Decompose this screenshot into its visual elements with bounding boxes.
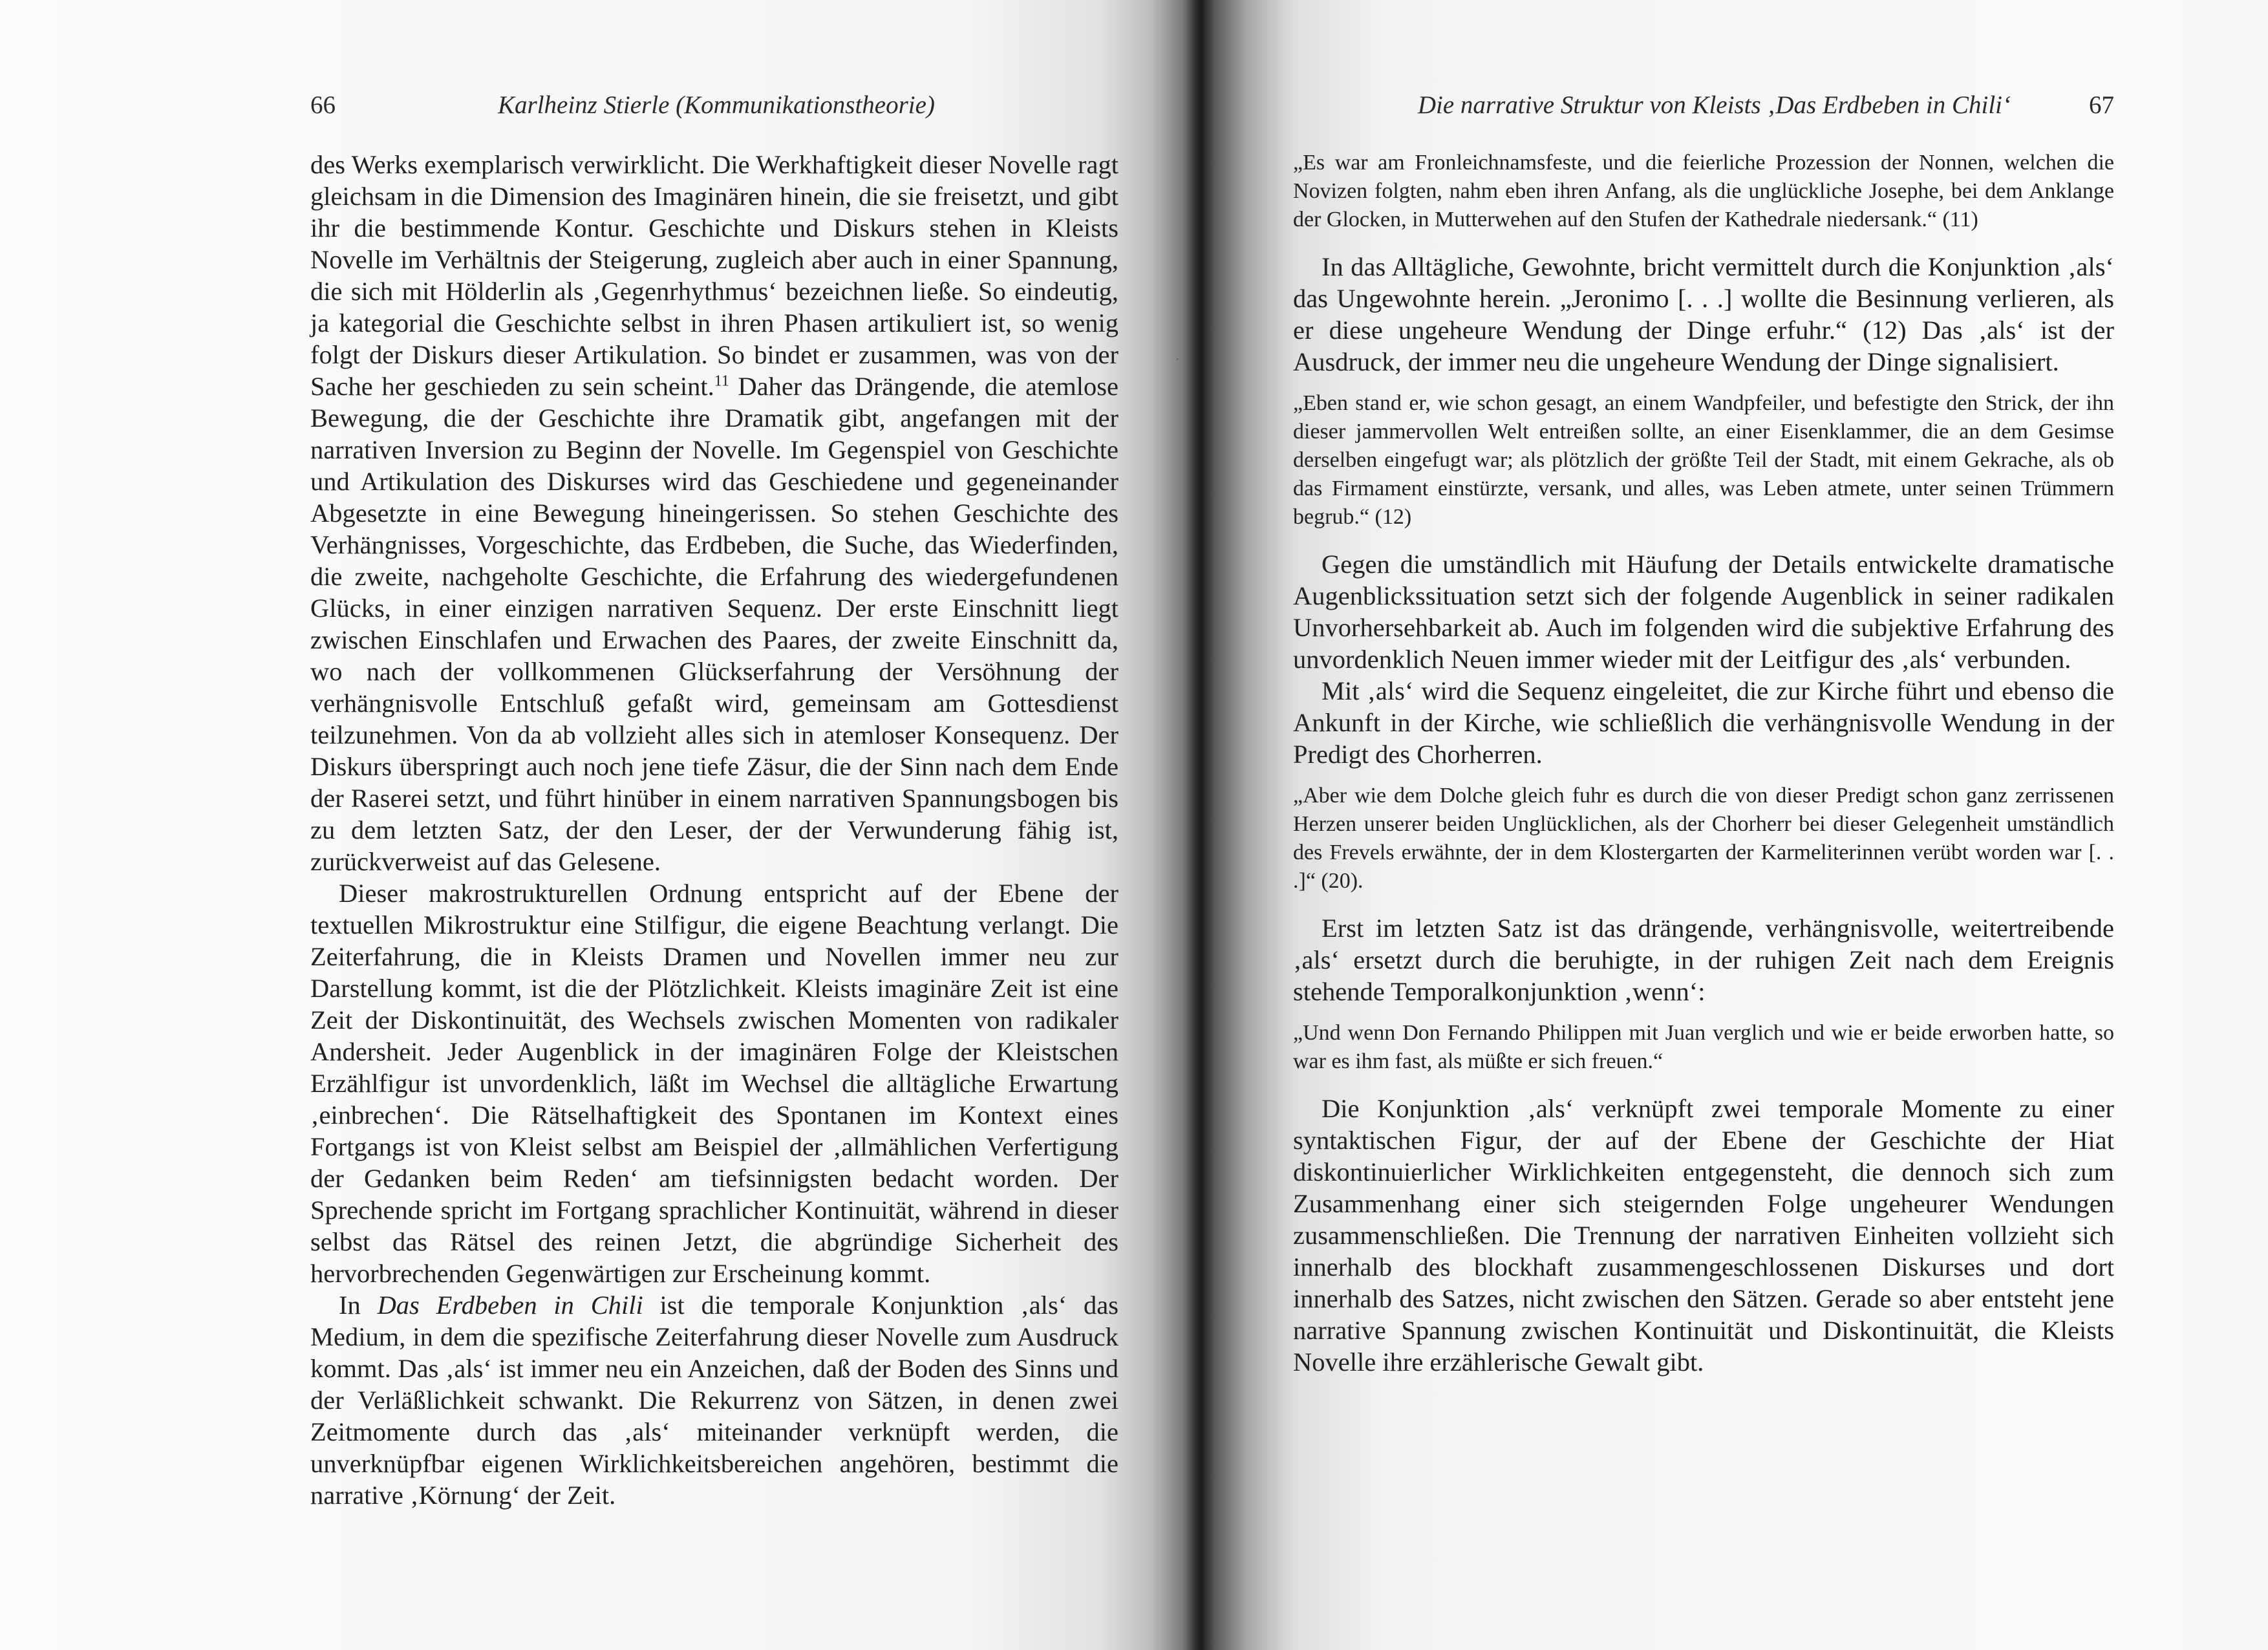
paragraph: Gegen die umständlich mit Häufung der Details entwickelte dramatische Augenblickssituation setzt sich der folgende Augenblick in seiner radikalen Unvorhersehbarkeit ab. Auch im folgenden wird die subjektive Erfahrung des unvordenklich Neuen immer wieder mit der Leitfigur des ‚als‘ verbunden. (1293, 550, 2114, 674)
right-page-text (1293, 149, 2114, 1378)
paragraph (310, 149, 1118, 877)
spine-mark: · (1175, 352, 1180, 367)
paragraph: Mit ‚als‘ wird die Sequenz eingeleitet, die zur Kirche führt und ebenso die Ankunft in der Kirche, wie schließlich die verhängnisvolle Wendung in der Predigt des Chorherren. (1293, 676, 2114, 769)
running-head-left (310, 91, 1118, 129)
footnote-ref: 11 (714, 372, 729, 390)
left-page (310, 0, 1118, 1650)
left-page-text (310, 149, 1118, 1511)
right-page (1293, 0, 2114, 1650)
running-head-title-left: Karlheinz Stierle (Kommunikationstheorie) (498, 91, 935, 119)
page-number-right: 67 (2089, 91, 2114, 119)
paragraph-text: Daher das Drängende, die atemlose Bewegung, die der Geschichte ihre Dramatik gibt, angefangen mit der narrativen Inversion zu Beginn der Novelle. Im Gegenspiel von Geschichte und Artikulation des Diskurses wird das Geschiedene und gegeneinander Abgesetzte in eine Bewegung hineingerissen. So stehen Geschichte des Verhängnisses, Vorgeschichte, das Erdbeben, die Suche, das Wiederfinden, die zweite, nachgeholte Geschichte, die Erfahrung des wiedergefundenen Glücks, in einer einzigen narrativen Sequenz. Der erste Einschnitt liegt zwischen Einschlafen und Erwachen des Paares, der zweite Einschnitt da, wo nach der vollkommenen Glückserfahrung der Versöhnung der verhängnisvolle Entschluß gefaßt wird, gemeinsam am Gottesdienst teilzunehmen. Von da ab vollzieht alles sich in atemloser Konsequenz. Der Diskurs überspringt auch noch jene tiefe Zäsur, die der Sinn nach dem Ende der Raserei setzt, und führt hinüber in einem narrativen Spannungsbogen bis zu dem letzten Satz, der den Leser, der der Verwunderung fähig ist, zurückverweist auf das Gelesene. (310, 372, 1119, 876)
page-number-left: 66 (310, 91, 336, 119)
block-quote: „Es war am Fronleichnamsfeste, und die feierliche Prozession der Nonnen, welchen die Novizen folgten, nahm eben ihren Anfang, als die unglückliche Josephe, bei dem Anklange der Glocken, in Mutterwehen auf den Stufen der Kathedrale niedersank.“ (11) (1293, 151, 2114, 231)
paragraph-text: In (339, 1291, 378, 1320)
paragraph-text: ist die temporale Konjunktion ‚als‘ das Medium, in dem die spezifische Zeiterfahrung dieser Novelle zum Ausdruck kommt. Das ‚als‘ ist immer neu ein Anzeichen, daß der Boden des Sinns und der Verläßlichkeit schwankt. Die Rekurrenz von Sätzen, in denen zwei Zeitmomente durch das ‚als‘ miteinander verknüpft werden, die unverknüpfbar eigenen Wirklichkeitsbereichen angehören, bestimmt die narrative ‚Körnung‘ der Zeit. (310, 1291, 1118, 1510)
paragraph: Dieser makrostrukturellen Ordnung entspricht auf der Ebene der textuellen Mikrostruktur eine Stilfigur, die eigene Beachtung verlangt. Die Zeiterfahrung, die in Kleists Dramen und Novellen immer neu zur Darstellung kommt, ist die der Plötzlichkeit. Kleists imaginäre Zeit ist eine Zeit der Diskontinuität, des Wechsels zwischen Momenten von radikaler Andersheit. Jeder Augenblick in der imaginären Folge der Kleistschen Erzählfigur ist unvordenklich, läßt im Wechsel die alltägliche Erwartung ‚einbrechen‘. Die Rätselhaftigkeit des Spontanen im Kontext eines Fortgangs ist von Kleist selbst am Beispiel der ‚allmählichen Verfertigung der Gedanken beim Reden‘ am tiefsinnigsten bedacht worden. Der Sprechende spricht im Fortgang sprachlicher Kontinuität, während in dieser selbst das Rätsel des reinen Jetzt, die abgründige Sicherheit des hervorbrechenden Gegenwärtigen zur Erscheinung kommt. (310, 879, 1118, 1288)
block-quote: „Und wenn Don Fernando Philippen mit Juan verglich und wie er beide erworben hatte, so war es ihm fast, als müßte er sich freuen.“ (1293, 1021, 2114, 1073)
paragraph-text: des Werks exemplarisch verwirklicht. Die Werkhaftigkeit dieser Novelle ragt gleichsam in die Dimension des Imaginären hinein, die sie freisetzt, und gibt ihr die bestimmende Kontur. Geschichte und Diskurs stehen in Kleists Novelle im Verhältnis der Steigerung, zugleich aber auch in einer Spannung, die sich mit Hölderlin als ‚Gegenrhythmus‘ bezeichnen ließe. So eindeutig, ja kategorial die Geschichte selbst in ihren Phasen artikuliert ist, so wenig folgt der Diskurs dieser Artikulation. So bindet er zusammen, was von der Sache her geschieden zu sein scheint. (310, 150, 1118, 401)
paragraph: In das Alltägliche, Gewohnte, bricht vermittelt durch die Konjunktion ‚als‘ das Ungewohnte herein. „Jeronimo [. . .] wollte die Besinnung verlieren, als er diese ungeheure Wendung der Dinge erfuhr.“ (12) Das ‚als‘ ist der Ausdruck, der immer neu die ungeheure Wendung der Dinge signalisiert. (1293, 252, 2114, 376)
paragraph (310, 1289, 1118, 1511)
running-head-right (1293, 91, 2114, 129)
block-quote: „Aber wie dem Dolche gleich fuhr es durch die von dieser Predigt schon ganz zerrissenen Herzen unserer beiden Unglücklichen, als der Chorherr bei dieser Gelegenheit umständlich des Frevels erwähnte, der in dem Klostergarten der Karmeliterinnen verübt worden war [. . .]“ (20). (1293, 784, 2114, 893)
block-quote: „Eben stand er, wie schon gesagt, an einem Wandpfeiler, und befestigte den Strick, der ihn dieser jammervollen Welt entreißen sollte, an einer Eisenklammer, die an dem Gesimse derselben eingefugt war; als plötzlich der größte Teil der Stadt, mit einem Gekrache, als ob das Firmament einstürzte, versank, und alles, was Leben atmete, unter seinen Trümmern begrub.“ (12) (1293, 391, 2114, 529)
running-head-title-right: Die narrative Struktur von Kleists ‚Das Erdbeben in Chili‘ (1417, 91, 2011, 119)
work-title: Das Erdbeben in Chili (377, 1291, 643, 1320)
paragraph: Erst im letzten Satz ist das drängende, verhängnisvolle, weitertreibende ‚als‘ ersetzt durch die beruhigte, in der ruhigen Zeit nach dem Ereignis stehende Temporalkonjunktion ‚wenn‘: (1293, 914, 2114, 1006)
paragraph: Die Konjunktion ‚als‘ verknüpft zwei temporale Momente zu einer syntaktischen Figur, der auf der Ebene der Geschichte der Hiat diskontinuierlicher Wirklichkeiten entgegensteht, die dennoch sich zum Zusammenhang einer sich steigernden Folge ungeheurer Wendungen zusammenschließen. Die Trennung der narrativen Einheiten vollzieht sich innerhalb des blockhaft zusammengeschlossenen Diskurses und dort innerhalb des Satzes, nicht zwischen den Sätzen. Gerade so aber entsteht jene narrative Spannung zwischen Kontinuität und Diskontinuität, die Kleists Novelle ihre erzählerische Gewalt gibt. (1293, 1094, 2114, 1377)
